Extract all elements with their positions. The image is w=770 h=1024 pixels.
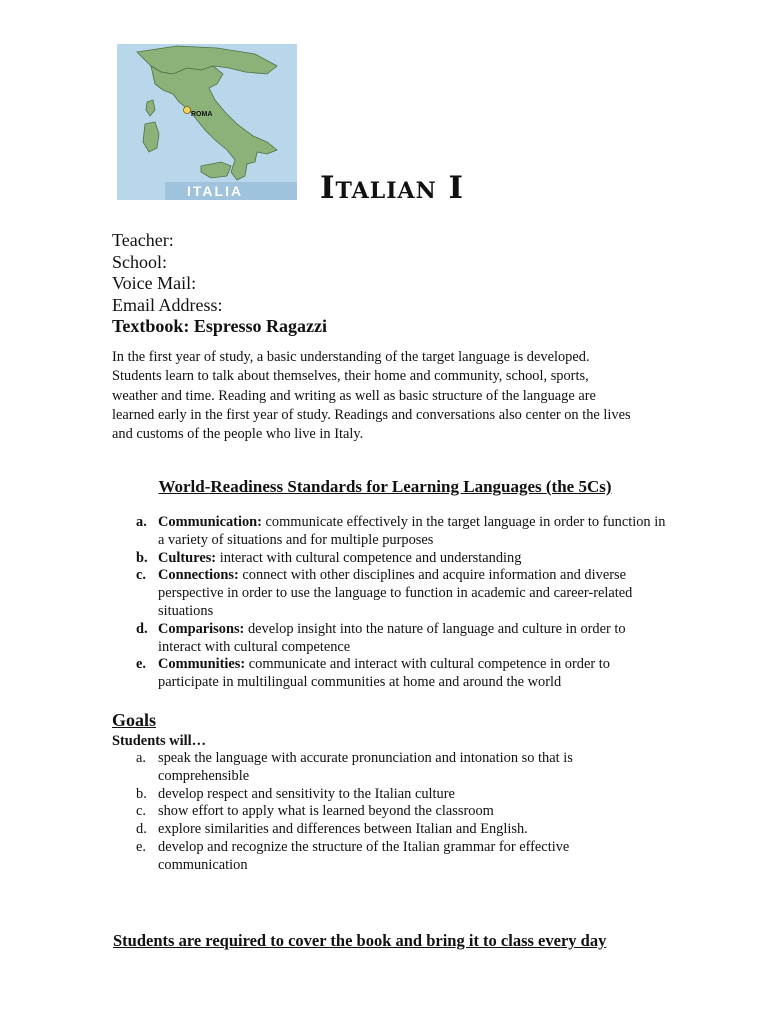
list-item	[136, 550, 666, 568]
list-item	[136, 803, 606, 821]
goal-text: speak the language with accurate pronunciation and intonation so that is comprehensible	[158, 750, 573, 784]
rome-label: ROMA	[191, 111, 213, 118]
list-item	[136, 821, 606, 839]
list-marker: c.	[136, 567, 146, 584]
italy-map-image	[117, 44, 297, 200]
goals-list	[136, 750, 606, 875]
standard-text: interact with cultural competence and understanding	[216, 549, 522, 566]
standard-text: communicate and interact with cultural competence in order to participate in multilingual communities at home and around the world	[158, 656, 610, 691]
standard-text: develop insight into the nature of language and culture in order to interact with cultural competence	[158, 620, 626, 655]
standards-heading: World-Readiness Standards for Learning Languages (the 5Cs)	[158, 477, 612, 496]
list-item	[136, 750, 606, 786]
list-marker: d.	[136, 620, 148, 637]
list-item	[136, 786, 606, 804]
goals-heading: Goals	[112, 710, 157, 730]
book-requirement-note: Students are required to cover the book and bring it to class every day	[113, 931, 607, 950]
list-marker: b.	[136, 549, 148, 566]
list-item	[136, 656, 666, 692]
page-title: Italian I	[320, 170, 464, 206]
textbook-label: Textbook: Espresso Ragazzi	[112, 316, 328, 336]
standard-text: connect with other disciplines and acquire information and diverse perspective in order to use the language to function in academic and career-related situations	[158, 567, 633, 619]
list-item	[136, 567, 666, 620]
list-marker: a.	[136, 514, 147, 530]
list-marker: b.	[136, 785, 147, 802]
intro-paragraph: In the first year of study, a basic understanding of the target language is developed. Students learn to talk about themselves, their home and community, school, sports, weather and time. Reading and writing as well as basic structure of the language are learned early in the first year of study. Readings and conversations also center on the lives and customs of the people who live in Italy.	[112, 349, 631, 443]
list-marker: e.	[136, 656, 146, 673]
voice-mail-label: Voice Mail:	[112, 273, 197, 293]
email-address-label: Email Address:	[112, 294, 223, 315]
goals-subheading: Students will…	[112, 733, 206, 749]
teacher-label: Teacher:	[112, 230, 174, 250]
standard-text: communicate effectively in the target language in order to function in a variety of situations and for multiple purposes	[158, 514, 666, 548]
contact-info	[112, 230, 327, 338]
list-marker: d.	[136, 821, 147, 838]
standards-list	[136, 514, 666, 692]
list-marker: c.	[136, 803, 146, 820]
rome-marker	[184, 107, 191, 114]
school-label: School:	[112, 251, 168, 272]
list-marker: e.	[136, 838, 146, 855]
standard-term: Comparisons:	[158, 620, 245, 637]
standard-term: Communication:	[158, 514, 262, 530]
goal-text: show effort to apply what is learned beyond the classroom	[158, 803, 494, 820]
list-item	[136, 621, 666, 657]
list-item	[136, 839, 606, 875]
list-marker: a.	[136, 750, 146, 766]
standard-term: Connections:	[158, 567, 239, 584]
goal-text: develop respect and sensitivity to the Italian culture	[158, 785, 455, 802]
country-label: ITALIA	[187, 183, 244, 199]
goal-text: explore similarities and differences between Italian and English.	[158, 821, 528, 838]
standard-term: Communities:	[158, 656, 246, 673]
list-item	[136, 514, 666, 550]
goal-text: develop and recognize the structure of the Italian grammar for effective communication	[158, 838, 570, 873]
standard-term: Cultures:	[158, 549, 217, 566]
